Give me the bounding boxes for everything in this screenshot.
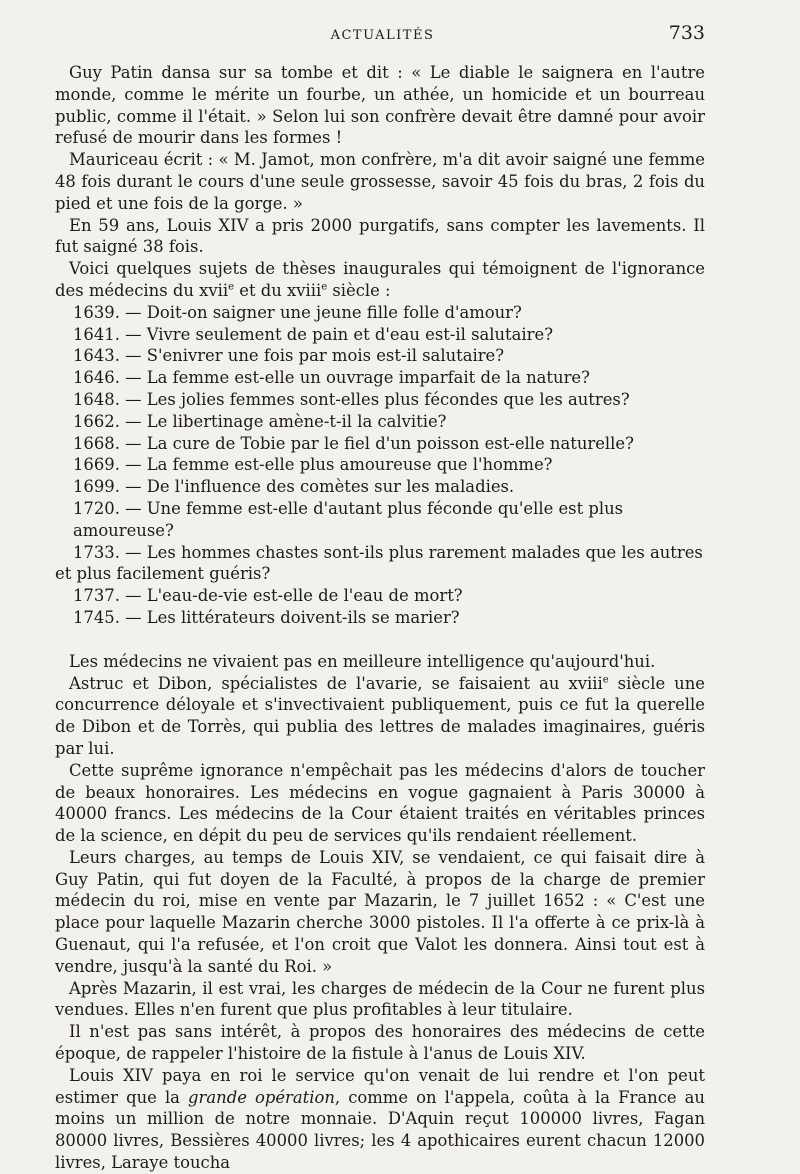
paragraph-medecins: Les médecins ne vivaient pas en meilleure intelligence qu'aujourd'hui. [69, 651, 656, 671]
thesis-item: 1737. — L'eau-de-vie est-elle de l'eau de mort? [73, 586, 463, 606]
paragraph-honoraires: Cette suprême ignorance n'empêchait pas les médecins d'alors de toucher de beaux honoraires. Les médecins en vogue gagnaient à Paris 30000 à 40000 francs. Les médecins de la Cour étaient traités en véritables princes de la science, en dépit du peu de services qu'ils rendaient réellement. [55, 760, 705, 846]
thesis-item: 1699. — De l'influence des comètes sur les maladies. [73, 477, 515, 497]
thesis-item: 1662. — Le libertinage amène-t-il la calvitie? [73, 411, 447, 431]
thesis-item: 1643. — S'enivrer une fois par mois est-il salutaire? [73, 346, 505, 366]
paragraph-theses-intro: Voici quelques sujets de thèses inaugurales qui témoignent de l'ignorance des médecins du xvii$^e$ et du xviii$^e$ siècle : [55, 259, 705, 300]
thesis-item: 1648. — Les jolies femmes sont-elles plus fécondes que les autres? [73, 389, 630, 409]
thesis-item: 1668. — La cure de Tobie par le fiel d'un poisson est-elle naturelle? [73, 433, 634, 453]
paragraph-charges: Leurs charges, au temps de Louis XIV, se vendaient, ce qui faisait dire à Guy Patin, qui fut doyen de la Faculté, à propos de la charge de premier médecin du roi, mise en vente par Mazarin, le 7 juillet 1652 : « C'est une place pour laquelle Mazarin cherche 3000 pistoles. Il l'a offerte à ce prix-là à Guenaut, qui l'a refusée, et l'on croit que Valot les donnera. Ainsi tout est à vendre, jusqu'à la santé du Roi. » [55, 847, 705, 976]
page-header [60, 22, 705, 48]
paragraph-guy-patin: Guy Patin dansa sur sa tombe et dit : « Le diable le saignera en l'autre monde, comme le mérite un fourbe, un athée, un homicide et un bourreau public, comme il l'était. » Selon lui son confrère devait être damné pour avoir refusé de mourir dans les formes ! [55, 63, 705, 148]
thesis-item: 1745. — Les littérateurs doivent-ils se marier? [73, 607, 460, 627]
paragraph-louis-purgatifs: En 59 ans, Louis XIV a pris 2000 purgatifs, sans compter les lavements. Il fut saigné 38 fois. [55, 215, 705, 257]
page-number: 733 [668, 22, 705, 44]
page-body [55, 62, 705, 1174]
theses-list [55, 302, 705, 629]
section-gap [55, 629, 705, 651]
thesis-item: 1639. — Doit-on saigner une jeune fille folle d'amour? [73, 302, 522, 322]
thesis-item: 1669. — La femme est-elle plus amoureuse que l'homme? [73, 455, 553, 475]
thesis-item: 1646. — La femme est-elle un ouvrage imparfait de la nature? [73, 368, 590, 388]
thesis-item: 1733. — Les hommes chastes sont-ils plus rarement malades que les autres et plus facilement guéris? [55, 542, 703, 584]
thesis-item: 1720. — Une femme est-elle d'autant plus féconde qu'elle est plus amoureuse? [73, 498, 624, 540]
paragraph-louis-paya: Louis XIV paya en roi le service qu'on venait de lui rendre et l'on peut estimer que la grande opération, comme on l'appela, coûta à la France au moins un million de notre monnaie. D'Aquin reçut 100000 livres, Fagan 80000 livres, Bessières 40000 livres; les 4 apothicaires eurent chacun 12000 livres, Laraye toucha [55, 1065, 705, 1173]
thesis-item: 1641. — Vivre seulement de pain et d'eau est-il salutaire? [73, 324, 553, 344]
paragraph-fistule: Il n'est pas sans intérêt, à propos des honoraires des médecins de cette époque, de rappeler l'histoire de la fistule à l'anus de Louis XIV. [55, 1022, 705, 1064]
paragraph-mauriceau: Mauriceau écrit : « M. Jamot, mon confrère, m'a dit avoir saigné une femme 48 fois durant le cours d'une seule grossesse, savoir 45 fois du bras, 2 fois du pied et une fois de la gorge. » [55, 150, 705, 213]
paragraph-astruc-dibon: Astruc et Dibon, spécialistes de l'avarie, se faisaient au xviii$^e$ siècle une concurrence déloyale et s'invectivaient publiquement, puis ce fut la querelle de Dibon et de Torrès, qui publia des lettres de malades imaginaires, guéris par lui. [55, 673, 705, 758]
paragraph-apres-mazarin: Après Mazarin, il est vrai, les charges de médecin de la Cour ne furent plus vendues. Elles n'en furent que plus profitables à leur titulaire. [55, 978, 705, 1020]
running-title: ACTUALITÉS [330, 28, 435, 43]
